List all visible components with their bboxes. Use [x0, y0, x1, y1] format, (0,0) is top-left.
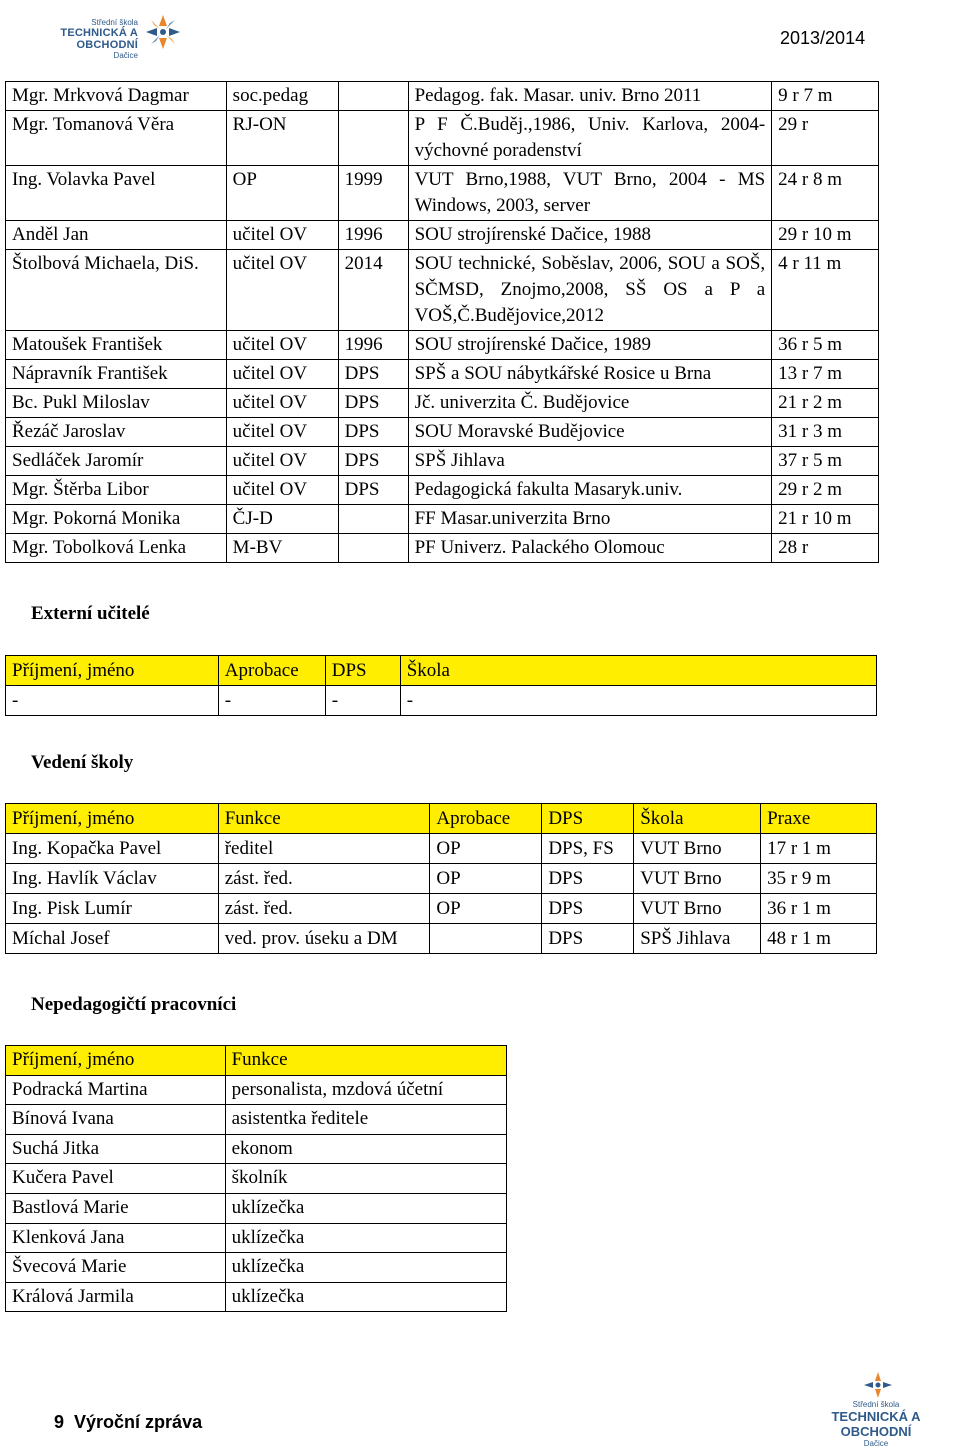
table-cell: učitel OV: [226, 418, 338, 447]
column-header: DPS: [542, 804, 634, 834]
staff-row: [6, 505, 879, 534]
table-cell: DPS, FS: [542, 834, 634, 864]
table-cell: Suchá Jitka: [6, 1134, 226, 1164]
school-logo: [14, 10, 174, 60]
table-cell: Mgr. Tobolková Lenka: [6, 534, 227, 563]
footer-logo-emblem-icon: [858, 1370, 898, 1400]
table-cell: Matoušek František: [6, 331, 227, 360]
table-cell: Štolbová Michaela, DiS.: [6, 250, 227, 331]
school-logo-text: [14, 18, 138, 60]
management-heading: Vedení školy: [31, 752, 134, 773]
table-cell: personalista, mzdová účetní: [225, 1075, 506, 1105]
table-cell: uklízečka: [225, 1282, 506, 1312]
table-cell: učitel OV: [226, 250, 338, 331]
table-cell: DPS: [338, 447, 408, 476]
table-header-row: [6, 656, 877, 686]
table-cell: VUT Brno: [634, 894, 761, 924]
table-cell: 13 r 7 m: [772, 360, 879, 389]
column-header: Praxe: [761, 804, 877, 834]
table-cell: -: [6, 686, 219, 716]
page-footer: [54, 1412, 202, 1433]
table-cell: SOU strojírenské Dačice, 1989: [408, 331, 772, 360]
table-cell: SOU strojírenské Dačice, 1988: [408, 221, 772, 250]
management-row: [6, 894, 877, 924]
table-cell: -: [218, 686, 325, 716]
table-cell: učitel OV: [226, 360, 338, 389]
table-cell: učitel OV: [226, 476, 338, 505]
table-cell: 24 r 8 m: [772, 166, 879, 221]
table-cell: OP: [430, 864, 542, 894]
staff-row: [6, 389, 879, 418]
table-cell: učitel OV: [226, 331, 338, 360]
table-cell: DPS: [542, 864, 634, 894]
staff-row: [6, 221, 879, 250]
table-cell: VUT Brno,1988, VUT Brno, 2004 - MS Windows, 2003, server: [408, 166, 772, 221]
table-cell: zást. řed.: [218, 894, 430, 924]
page-number: 9: [54, 1412, 65, 1432]
table-cell: asistentka ředitele: [225, 1105, 506, 1135]
table-cell: 28 r: [772, 534, 879, 563]
table-cell: Mgr. Mrkvová Dagmar: [6, 82, 227, 111]
table-cell: DPS: [338, 476, 408, 505]
table-cell: Bc. Pukl Miloslav: [6, 389, 227, 418]
column-header: Příjmení, jméno: [6, 656, 219, 686]
report-title: Výroční zpráva: [74, 1412, 203, 1432]
table-cell: SPŠ Jihlava: [408, 447, 772, 476]
table-cell: 36 r 1 m: [761, 894, 877, 924]
page-header: [0, 0, 960, 62]
non-teaching-row: [6, 1193, 507, 1223]
external-teacher-row: [6, 686, 877, 716]
table-cell: P F Č.Buděj.,1986, Univ. Karlova, 2004-výchovné poradenství: [408, 111, 772, 166]
staff-table: [5, 81, 879, 563]
table-cell: učitel OV: [226, 447, 338, 476]
non-teaching-row: [6, 1105, 507, 1135]
table-cell: soc.pedag: [226, 82, 338, 111]
staff-row: [6, 166, 879, 221]
table-cell: 29 r: [772, 111, 879, 166]
column-header: DPS: [325, 656, 400, 686]
table-cell: 21 r 2 m: [772, 389, 879, 418]
non-teaching-row: [6, 1134, 507, 1164]
table-cell: Ing. Volavka Pavel: [6, 166, 227, 221]
school-year: 2013/2014: [780, 28, 866, 48]
logo-line-2: TECHNICKÁ A OBCHODNÍ: [60, 27, 138, 51]
table-cell: Mgr. Pokorná Monika: [6, 505, 227, 534]
table-cell: učitel OV: [226, 221, 338, 250]
table-cell: SOU technické, Soběslav, 2006, SOU a SOŠ, SČMSD, Znojmo,2008, SŠ OS a P a VOŠ,Č.Budějovice,2012: [408, 250, 772, 331]
table-cell: Jč. univerzita Č. Budějovice: [408, 389, 772, 418]
table-cell: uklízečka: [225, 1223, 506, 1253]
table-cell: [338, 534, 408, 563]
footer-logo-line-2: TECHNICKÁ A OBCHODNÍ: [831, 1409, 921, 1439]
table-cell: DPS: [338, 389, 408, 418]
table-cell: M-BV: [226, 534, 338, 563]
table-cell: Sedláček Jaromír: [6, 447, 227, 476]
footer-logo-text: [796, 1400, 956, 1448]
table-cell: Bínová Ivana: [6, 1105, 226, 1135]
table-cell: školník: [225, 1164, 506, 1194]
logo-emblem-icon: [142, 12, 184, 52]
table-cell: 1996: [338, 331, 408, 360]
table-header-row: [6, 804, 877, 834]
table-cell: [338, 505, 408, 534]
non-teaching-row: [6, 1075, 507, 1105]
staff-row: [6, 447, 879, 476]
table-cell: 21 r 10 m: [772, 505, 879, 534]
table-cell: [430, 924, 542, 954]
table-cell: Králová Jarmila: [6, 1282, 226, 1312]
non-teaching-row: [6, 1253, 507, 1283]
table-cell: Nápravník František: [6, 360, 227, 389]
table-cell: 48 r 1 m: [761, 924, 877, 954]
management-table: [5, 803, 877, 954]
table-cell: 2014: [338, 250, 408, 331]
non-teaching-row: [6, 1282, 507, 1312]
staff-row: [6, 360, 879, 389]
table-cell: ved. prov. úseku a DM: [218, 924, 430, 954]
table-cell: DPS: [338, 418, 408, 447]
table-cell: VUT Brno: [634, 834, 761, 864]
non-teaching-heading: Nepedagogičtí pracovníci: [31, 994, 237, 1015]
table-cell: Švecová Marie: [6, 1253, 226, 1283]
table-cell: Mgr. Tomanová Věra: [6, 111, 227, 166]
table-cell: -: [325, 686, 400, 716]
table-cell: 4 r 11 m: [772, 250, 879, 331]
table-cell: 29 r 2 m: [772, 476, 879, 505]
table-cell: 37 r 5 m: [772, 447, 879, 476]
staff-row: [6, 418, 879, 447]
table-cell: Anděl Jan: [6, 221, 227, 250]
table-cell: DPS: [542, 894, 634, 924]
table-cell: Pedagogická fakulta Masaryk.univ.: [408, 476, 772, 505]
table-cell: PF Univerz. Palackého Olomouc: [408, 534, 772, 563]
table-cell: Řezáč Jaroslav: [6, 418, 227, 447]
logo-line-3: Dačice: [113, 51, 138, 60]
table-cell: Ing. Kopačka Pavel: [6, 834, 219, 864]
table-cell: ČJ-D: [226, 505, 338, 534]
logo-line-1: Střední škola: [91, 18, 138, 27]
table-cell: uklízečka: [225, 1253, 506, 1283]
staff-row: [6, 534, 879, 563]
table-cell: 1996: [338, 221, 408, 250]
column-header: Aprobace: [218, 656, 325, 686]
table-cell: Ing. Pisk Lumír: [6, 894, 219, 924]
table-cell: 35 r 9 m: [761, 864, 877, 894]
management-row: [6, 864, 877, 894]
staff-row: [6, 250, 879, 331]
table-cell: Pedagog. fak. Masar. univ. Brno 2011: [408, 82, 772, 111]
column-header: Příjmení, jméno: [6, 1046, 226, 1076]
staff-row: [6, 111, 879, 166]
table-cell: Podracká Martina: [6, 1075, 226, 1105]
table-cell: DPS: [542, 924, 634, 954]
column-header: Škola: [634, 804, 761, 834]
table-cell: ekonom: [225, 1134, 506, 1164]
table-cell: OP: [430, 834, 542, 864]
table-cell: SOU Moravské Budějovice: [408, 418, 772, 447]
table-cell: ředitel: [218, 834, 430, 864]
table-cell: [338, 82, 408, 111]
table-cell: VUT Brno: [634, 864, 761, 894]
table-cell: -: [400, 686, 876, 716]
table-cell: Míchal Josef: [6, 924, 219, 954]
table-cell: OP: [226, 166, 338, 221]
external-teachers-heading: Externí učitelé: [31, 603, 150, 624]
table-cell: RJ-ON: [226, 111, 338, 166]
column-header: Aprobace: [430, 804, 542, 834]
table-cell: SPŠ a SOU nábytkářské Rosice u Brna: [408, 360, 772, 389]
table-cell: zást. řed.: [218, 864, 430, 894]
table-cell: 36 r 5 m: [772, 331, 879, 360]
footer-logo-line-3: Dačice: [863, 1439, 889, 1448]
non-teaching-row: [6, 1223, 507, 1253]
table-cell: 29 r 10 m: [772, 221, 879, 250]
footer-logo-line-1: Střední škola: [852, 1400, 900, 1409]
staff-row: [6, 476, 879, 505]
table-cell: Klenková Jana: [6, 1223, 226, 1253]
table-cell: 17 r 1 m: [761, 834, 877, 864]
external-teachers-table: [5, 655, 877, 716]
table-cell: učitel OV: [226, 389, 338, 418]
table-cell: [338, 111, 408, 166]
management-row: [6, 834, 877, 864]
table-cell: 1999: [338, 166, 408, 221]
table-header-row: [6, 1046, 507, 1076]
staff-row: [6, 331, 879, 360]
column-header: Funkce: [225, 1046, 506, 1076]
column-header: Škola: [400, 656, 876, 686]
staff-row: [6, 82, 879, 111]
table-cell: DPS: [338, 360, 408, 389]
table-cell: SPŠ Jihlava: [634, 924, 761, 954]
table-cell: uklízečka: [225, 1193, 506, 1223]
column-header: Funkce: [218, 804, 430, 834]
table-cell: Ing. Havlík Václav: [6, 864, 219, 894]
table-cell: OP: [430, 894, 542, 924]
footer-logo: [796, 1370, 956, 1448]
table-cell: 31 r 3 m: [772, 418, 879, 447]
column-header: Příjmení, jméno: [6, 804, 219, 834]
management-row: [6, 924, 877, 954]
non-teaching-row: [6, 1164, 507, 1194]
table-cell: 9 r 7 m: [772, 82, 879, 111]
table-cell: Bastlová Marie: [6, 1193, 226, 1223]
table-cell: FF Masar.univerzita Brno: [408, 505, 772, 534]
table-cell: Kučera Pavel: [6, 1164, 226, 1194]
table-cell: Mgr. Štěrba Libor: [6, 476, 227, 505]
non-teaching-table: [5, 1045, 507, 1312]
